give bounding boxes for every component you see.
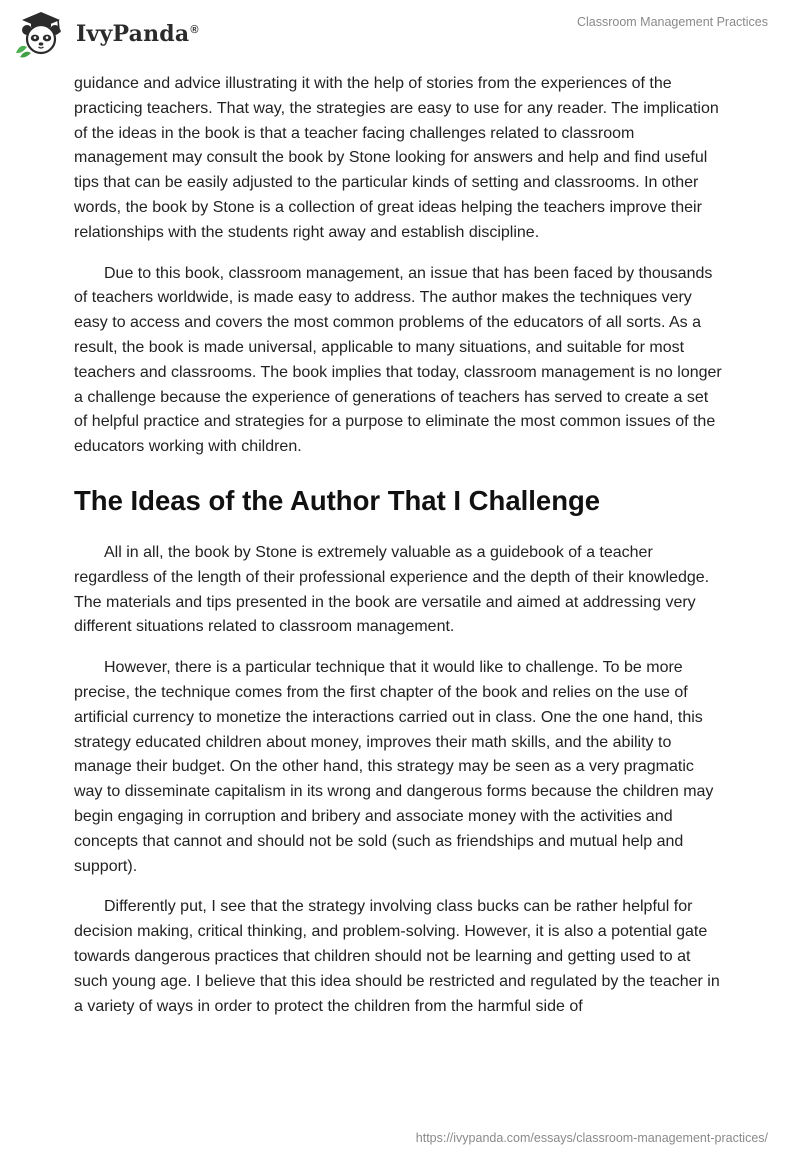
essay-content	[74, 72, 724, 1035]
paragraph-3: All in all, the book by Stone is extremely valuable as a guidebook of a teacher regardless of the length of their professional experience and the depth of their knowledge. The materials and tips presented in the book are versatile and aimed at addressing very different situations related to classroom management.	[74, 543, 710, 636]
document-title: Classroom Management Practices	[576, 15, 768, 29]
paragraph-4: However, there is a particular technique that it would like to challenge. To be more precise, the technique comes from the first chapter of the book and relies on the use of artificial currency to monetize the interactions carried out in class. One the one hand, this strategy educated children about money, improves their math skills, and the ability to manage their budget. On the other hand, this strategy may be seen as a very pragmatic way to disseminate capitalism in its wrong and dangerous forms because the children may begin engaging in corruption and bribery and associate money with the activities and concepts that cannot and should not be sold (such as friendships and mutual help and support).	[74, 659, 714, 875]
logo-wordmark	[76, 21, 199, 47]
source-url[interactable]: https://ivypanda.com/essays/classroom-management-practices/	[415, 1131, 768, 1145]
registered-mark: ®	[190, 23, 199, 36]
paragraph-5: Differently put, I see that the strategy involving class bucks can be rather helpful for decision making, critical thinking, and problem-solving. However, it is also a potential gate towards dangerous practices that children should not be learning and getting used to at such young age. I believe that this idea should be restricted and regulated by the teacher in a variety of ways in order to protect the children from the harmful side of	[74, 898, 720, 1015]
section-heading: The Ideas of the Author That I Challenge	[74, 484, 601, 516]
logo-name: IvyPanda	[76, 21, 190, 47]
panda-logo-icon	[14, 9, 66, 59]
paragraph-1: guidance and advice illustrating it with the help of stories from the experiences of the practicing teachers. That way, the strategies are easy to use for any reader. The implication of the ideas in the book is that a teacher facing challenges related to classroom management may consult the book by Stone looking for answers and help and find useful tips that can be easily adjusted to the particular kinds of setting and classrooms. In other words, the book by Stone is a collection of great ideas helping the teachers improve their relationships with the students right away and establish discipline.	[74, 75, 719, 241]
ivypanda-logo[interactable]	[14, 9, 199, 59]
paragraph-2: Due to this book, classroom management, an issue that has been faced by thousands of teachers worldwide, is made easy to address. The author makes the techniques very easy to access and covers the most common problems of the educators of all sorts. As a result, the book is made universal, applicable to many situations, and suitable for most teachers and classrooms. The book implies that today, classroom management is no longer a challenge because the experience of generations of teachers has served to create a set of helpful practice and strategies for a purpose to eliminate the most common issues of the educators working with children.	[74, 264, 722, 456]
page-header	[0, 0, 800, 70]
